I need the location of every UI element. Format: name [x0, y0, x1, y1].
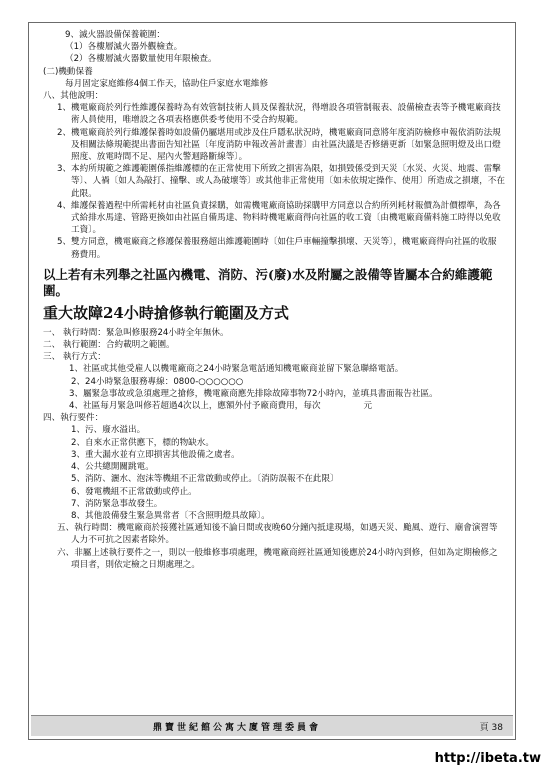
- text-line: （2）各樓層滅火器數量使用年限檢查。: [65, 54, 217, 65]
- text-line: 7、消防緊急事故發生。: [71, 498, 163, 509]
- text-line: 2、24小時緊急服務專線：0800-○○○○○○: [71, 376, 244, 387]
- text-line: 二、 執行範圍：合約載明之範圍。: [43, 340, 175, 351]
- text-line: 五、執行時間：機電廠商於接獲社區通知後不論日間或夜晚60分鐘內抵達現場，如遇天災、颱風、遊行、廟會演習等人力不可抗之因素者除外。: [57, 523, 498, 546]
- text-line: 八、其他說明：: [43, 91, 104, 102]
- text-line: 3、屬緊急事故或急須處理之搶修，機電廠商應先排除故障事物72小時內，並填具書面報告社區。: [69, 388, 438, 399]
- text-line: 三、 執行方式：: [43, 352, 106, 363]
- text-line: 一、 執行時間：緊急叫修服務24小時全年無休。: [43, 327, 229, 338]
- text-line: 5、雙方同意，機電廠商之修護保養服務超出維護範圍時〔如住戶車輛撞擊損壞、天災等〕，機電廠商得向社區的收服務費用。: [57, 237, 497, 260]
- text-line: 4、維護保養過程中所需耗材由社區負責採購，如需機電廠商協助採購甲方同意以合約所列耗材報價為計價標準，為各式給排水馬達、管路更換如由社區自備馬達、物料時機電廠商得向社區的收工資〔由機電廠商備料施工時得以免收工資〕。: [57, 200, 501, 236]
- text-line: 每月固定家庭維修4個工作天，協助住戶家庭水電維修: [65, 78, 269, 89]
- text-line: 四、執行要件：: [43, 413, 104, 424]
- footer-title: 鼎寶世紀館公寓大廈管理委員會: [152, 723, 321, 733]
- text-line: 4、公共總開關跳電。: [71, 462, 154, 473]
- text-line: 1、污、廢水溢出。: [71, 425, 146, 436]
- page-number: 頁 38: [479, 723, 503, 733]
- text-line: 六、非屬上述執行要件之一，則以一般維修事項處理，機電廠商經社區通知後應於24小時內到修，但如為定期檢修之項目者，則依定檢之日期處理之。: [57, 547, 498, 570]
- text-line: 3、本約所規範之維護範圍係指維護標的在正常使用下所致之損害為限，如損毀係受到天災〔水災、火災、地震、雷擊等〕、人禍〔如人為敲打、撞擊、或人為破壞等〕或其他非正常使用〔如未依規定操作、使用〕所造成之損壞，不在此限。: [57, 164, 505, 199]
- text-line: 6、發電機組不正常啟動或停止。: [71, 486, 197, 497]
- document-body: [43, 29, 505, 571]
- text-line: 4、社區每月緊急叫修若超過4次以上，應額外付予廠商費用，每次 元: [69, 401, 373, 412]
- text-line: 5、消防、灑水、泡沫等機組不正常啟動或停止。〔消防誤報不在此限〕: [71, 474, 339, 485]
- text-line: 1、機電廠商於列行性維護保養時為有效管制技術人員及保養狀況，得增設各項管制報表、設備檢查表等予機電廠商技術人員使用，唯增設之各項表格應供委考使用不受合約規範。: [57, 103, 501, 126]
- document-page: [28, 22, 516, 740]
- page-footer: [31, 715, 513, 736]
- text-line: （1）各樓層滅火器外觀檢查。: [65, 42, 183, 53]
- coverage-note: 以上若有未列舉之社區內機電、消防、污(廢)水及附屬之設備等皆屬本合約維護範圍。: [43, 266, 493, 298]
- text-line: 3、重大漏水並有立即損害其他設備之虞者。: [71, 449, 240, 460]
- maintenance-list: [43, 29, 505, 261]
- repair-procedure-list: [43, 327, 505, 571]
- text-line: 2、機電廠商於列行維護保養時如設備仍屬堪用或涉及住戶隱私狀況時，機電廠商同意將年度消防檢修申報依消防法規及相關法條規範提出書面告知社區〔年度消防申報改善計畫書〕由社區決議是否修繕更新〔如緊急照明燈及出口燈照度、放電時間不足、屋內火警迴路斷線等〕。: [57, 127, 501, 163]
- text-line: 2、自來水正常供應下，標的物缺水。: [71, 437, 214, 448]
- text-line: 1、社區或其他受雇人以機電廠商之24小時緊急電話通知機電廠商並留下緊急聯絡電話。: [69, 364, 404, 375]
- section-title: 重大故障24小時搶修執行範圍及方式: [43, 303, 289, 322]
- text-line: 8、其他設備發生緊急異常者〔不含照明燈具故障〕。: [71, 510, 270, 521]
- text-line: 9、滅火器設備保養範圍：: [65, 30, 165, 40]
- text-line: (二)機動保養: [43, 66, 93, 77]
- watermark: http://ibeta.tw: [434, 751, 541, 766]
